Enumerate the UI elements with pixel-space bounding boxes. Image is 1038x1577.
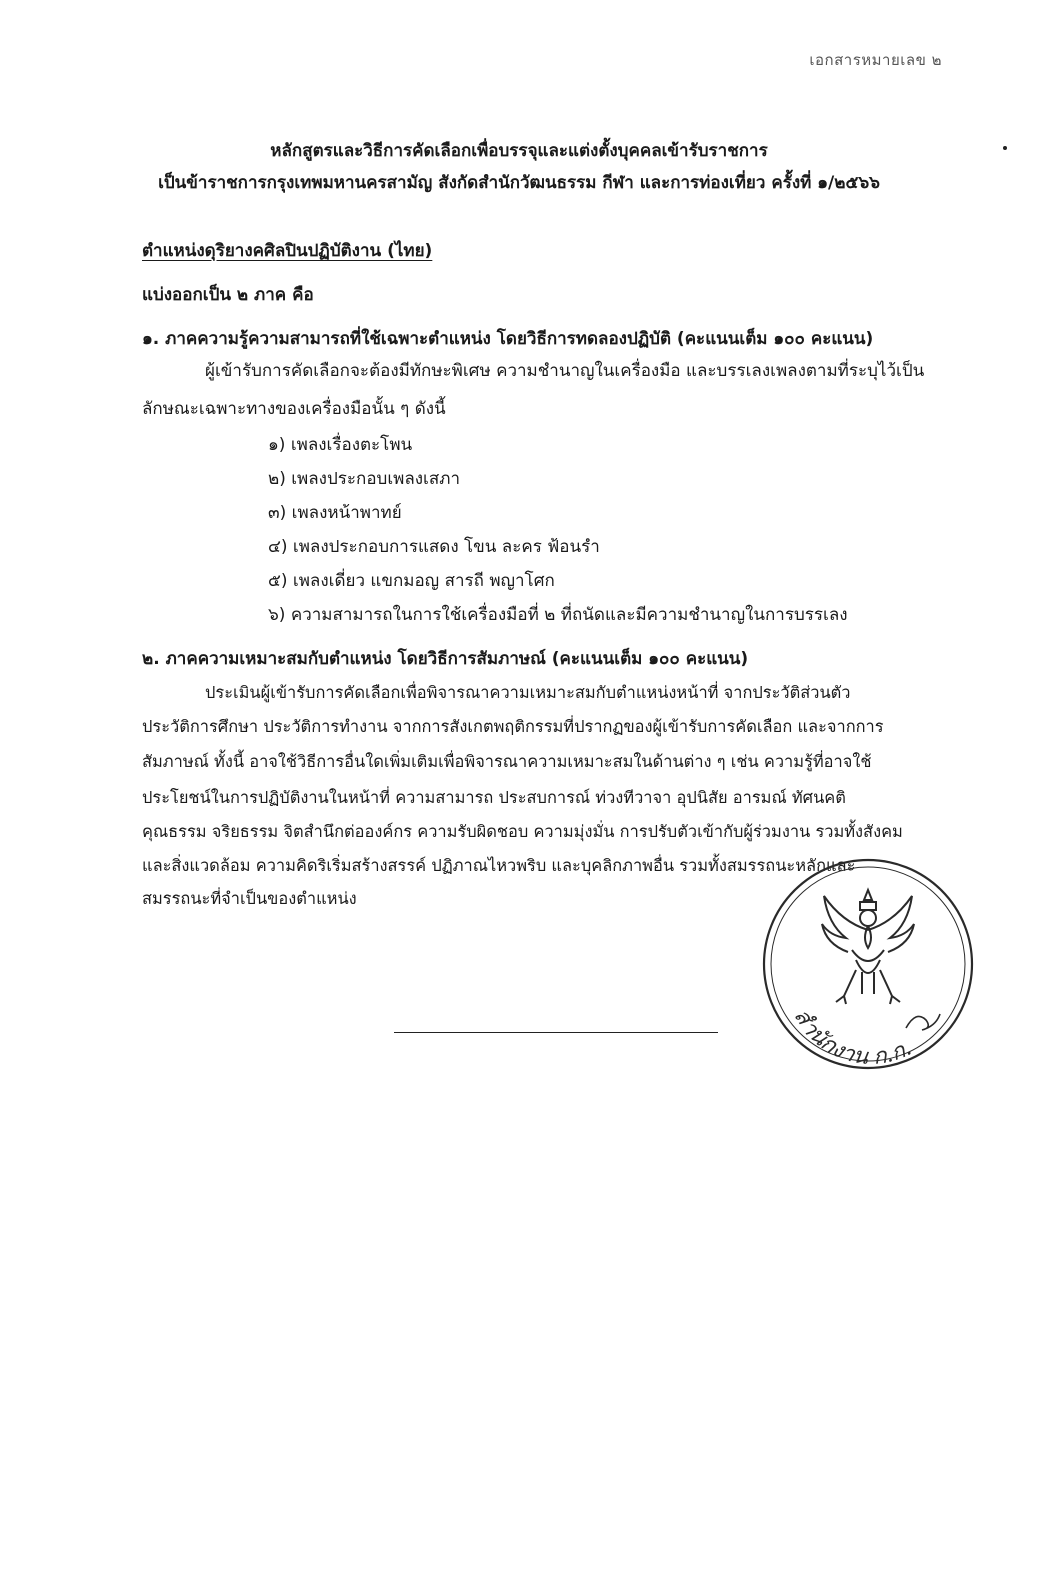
document-title-line-2: เป็นข้าราชการกรุงเทพมหานครสามัญ สังกัดสำนักวัฒนธรรม กีฬา และการท่องเที่ยว ครั้งที่ ๑/๒๕๖๖ xyxy=(158,173,880,193)
part2-paragraph-line-7: สมรรถนะที่จำเป็นของตำแหน่ง xyxy=(142,889,357,908)
part1-paragraph-line-2: ลักษณะเฉพาะทางของเครื่องมือนั้น ๆ ดังนี้ xyxy=(142,399,446,419)
part1-item-4: ๔) เพลงประกอบการแสดง โขน ละคร ฟ้อนรำ xyxy=(268,537,600,557)
part2-paragraph-line-6: และสิ่งแวดล้อม ความคิดริเริ่มสร้างสรรค์ ปฏิภาณไหวพริบ และบุคลิกภาพอื่น รวมทั้งสมรรถนะหลักและ xyxy=(142,856,856,875)
part2-paragraph-line-5: คุณธรรม จริยธรรม จิตสำนึกต่อองค์กร ความรับผิดชอบ ความมุ่งมั่น การปรับตัวเข้ากับผู้ร่วมงาน รวมทั้งสังคม xyxy=(142,822,903,841)
part1-item-5: ๕) เพลงเดี่ยว แขกมอญ สารถี พญาโศก xyxy=(268,571,555,591)
part1-item-1: ๑) เพลงเรื่องตะโพน xyxy=(268,435,413,455)
position-title: ตำแหน่งดุริยางคศิลปินปฏิบัติงาน (ไทย) xyxy=(142,241,433,261)
part1-heading: ๑. ภาคความรู้ความสามารถที่ใช้เฉพาะตำแหน่ง โดยวิธีการทดลองปฏิบัติ (คะแนนเต็ม ๑๐๐ คะแนน) xyxy=(142,329,874,349)
document-number: เอกสารหมายเลข ๒ xyxy=(809,51,942,69)
garuda-emblem-icon xyxy=(822,890,914,1004)
parts-intro: แบ่งออกเป็น ๒ ภาค คือ xyxy=(142,285,314,305)
part2-paragraph-line-3: สัมภาษณ์ ทั้งนี้ อาจใช้วิธีการอื่นใดเพิ่มเติมเพื่อพิจารณาความเหมาะสมในด้านต่าง ๆ เช่น ความรู้ที่อาจใช้ xyxy=(142,752,872,771)
seal-text: สำนักงาน ก.ก. xyxy=(788,1004,916,1070)
part2-paragraph-line-4: ประโยชน์ในการปฏิบัติงานในหน้าที่ ความสามารถ ประสบการณ์ ท่วงทีวาจา อุปนิสัย อารมณ์ ทัศนคติ xyxy=(142,788,846,807)
part2-heading: ๒. ภาคความเหมาะสมกับตำแหน่ง โดยวิธีการสัมภาษณ์ (คะแนนเต็ม ๑๐๐ คะแนน) xyxy=(142,649,749,669)
part2-paragraph-line-1: ประเมินผู้เข้ารับการคัดเลือกเพื่อพิจารณาความเหมาะสมกับตำแหน่งหน้าที่ จากประวัติส่วนตัว xyxy=(205,683,851,702)
part1-item-3: ๓) เพลงหน้าพาทย์ xyxy=(268,503,402,523)
signature-scribble xyxy=(906,1014,940,1030)
part2-paragraph-line-2: ประวัติการศึกษา ประวัติการทำงาน จากการสังเกตพฤติกรรมที่ปรากฏของผู้เข้ารับการคัดเลือก และจากการ xyxy=(142,717,884,736)
part1-item-6: ๖) ความสามารถในการใช้เครื่องมือที่ ๒ ที่ถนัดและมีความชำนาญในการบรรเลง xyxy=(268,605,848,625)
part1-item-2: ๒) เพลงประกอบเพลงเสภา xyxy=(268,469,460,489)
signature-line xyxy=(394,1032,718,1033)
garuda-seal-stamp xyxy=(756,852,980,1076)
document-title-line-1: หลักสูตรและวิธีการคัดเลือกเพื่อบรรจุและแต่งตั้งบุคคลเข้ารับราชการ xyxy=(270,141,768,161)
part1-paragraph-line-1: ผู้เข้ารับการคัดเลือกจะต้องมีทักษะพิเศษ ความชำนาญในเครื่องมือ และบรรเลงเพลงตามที่ระบุไว้เป็น xyxy=(205,361,925,381)
